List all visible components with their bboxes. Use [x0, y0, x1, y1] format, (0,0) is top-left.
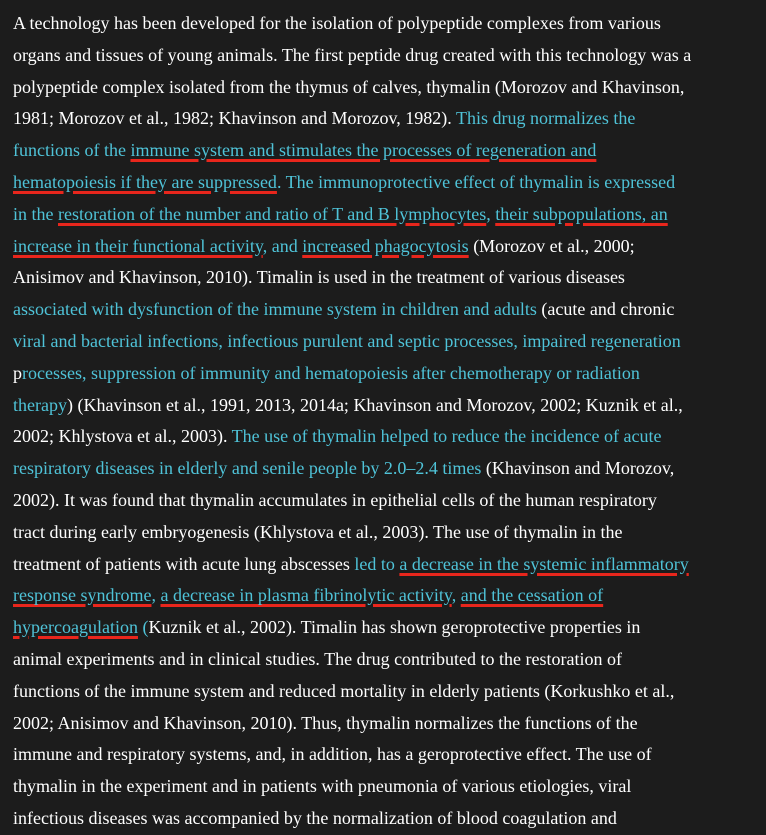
underlined-highlighted-text: a decrease in the systemic inflammatory: [399, 553, 689, 574]
highlighted-text: viral and bacterial infections, infectious purulent and septic processes, impaired regeneration: [13, 330, 681, 351]
underlined-highlighted-text: increased phagocytosis: [302, 235, 469, 256]
text-segment: 2002; Khlystova et al., 2003).: [13, 426, 232, 447]
text-segment: (acute and chronic: [536, 299, 675, 320]
text-line: [13, 8, 758, 40]
text-line: [13, 199, 758, 231]
text-segment: 1981; Morozov et al., 1982; Khavinson and Morozov, 1982).: [13, 108, 456, 129]
text-line: [13, 708, 758, 740]
highlighted-text: ,: [486, 203, 496, 224]
text-line: [13, 40, 758, 72]
text-line: [13, 453, 758, 485]
underlined-highlighted-text: hypercoagulation: [13, 617, 138, 638]
text-segment: thymalin in the experiment and in patients with pneumonia of various etiologies, viral: [13, 776, 632, 797]
highlighted-text: led to: [354, 553, 400, 574]
underlined-highlighted-text: response syndrome: [13, 585, 152, 606]
underlined-highlighted-text: increase in their functional activity: [13, 235, 263, 256]
text-segment: tract during early embryogenesis (Khlystova et al., 2003). The use of thymalin in the: [13, 521, 623, 542]
text-segment: infectious diseases was accompanied by the normalization of blood coagulation and: [13, 807, 617, 828]
text-line: [13, 676, 758, 708]
text-line: [13, 262, 758, 294]
text-segment: Kuznik et al., 2002). Timalin has shown geroprotective properties in: [148, 617, 641, 638]
text-line: [13, 549, 758, 581]
text-segment: 2002). It was found that thymalin accumulates in epithelial cells of the human respiratory: [13, 489, 657, 510]
text-line: [13, 326, 758, 358]
text-segment: polypeptide complex isolated from the thymus of calves, thymalin (Morozov and Khavinson,: [13, 76, 685, 97]
underlined-highlighted-text: hematopoiesis if they are suppressed: [13, 171, 277, 192]
underlined-highlighted-text: their subpopulations, an: [495, 203, 668, 224]
text-line: [13, 517, 758, 549]
highlighted-text: The use of thymalin helped to reduce the incidence of acute: [231, 426, 662, 447]
highlighted-text: functions of the: [13, 140, 131, 161]
highlighted-text: , and: [262, 235, 303, 256]
text-line: [13, 644, 758, 676]
highlighted-text: ,: [451, 585, 461, 606]
text-segment: functions of the immune system and reduced mortality in elderly patients (Korkushko et al.,: [13, 680, 675, 701]
text-line: [13, 72, 758, 104]
text-line: [13, 294, 758, 326]
text-segment: treatment of patients with acute lung abscesses: [13, 553, 355, 574]
text-segment: organs and tissues of young animals. The first peptide drug created with this technology was a: [13, 44, 692, 65]
text-segment: (Khavinson and Morozov,: [481, 458, 675, 479]
text-segment: immune and respiratory systems, and, in addition, has a geroprotective effect. The use of: [13, 744, 652, 765]
text-line: [13, 485, 758, 517]
text-segment: A technology has been developed for the isolation of polypeptide complexes from various: [13, 13, 661, 33]
text-segment: 2002; Anisimov and Khavinson, 2010). Thus, thymalin normalizes the functions of the: [13, 712, 638, 733]
text-line: [13, 167, 758, 199]
highlighted-text: ,: [151, 585, 161, 606]
text-line: [13, 612, 758, 644]
text-line: [13, 803, 758, 835]
underlined-highlighted-text: immune system and stimulates the processes of regeneration and: [130, 140, 597, 161]
highlighted-text: in the: [13, 203, 58, 224]
text-line: [13, 390, 758, 422]
text-segment: animal experiments and in clinical studies. The drug contributed to the restoration of: [13, 648, 623, 669]
highlighted-text: associated with dysfunction of the immune system in children and adults: [13, 299, 537, 320]
text-segment: Anisimov and Khavinson, 2010). Timalin is used in the treatment of various diseases: [13, 267, 625, 288]
text-segment: ) (Khavinson et al., 1991, 2013, 2014a; Khavinson and Morozov, 2002; Kuznik et al.,: [66, 394, 683, 415]
text-segment: (Morozov et al., 2000;: [468, 235, 635, 256]
highlighted-text: therapy: [13, 394, 67, 415]
highlighted-text: (: [137, 617, 149, 638]
highlighted-text: respiratory diseases in elderly and senile people by 2.0–2.4 times: [13, 458, 482, 479]
underlined-highlighted-text: restoration of the number and ratio of T and B lymphocytes: [58, 203, 487, 224]
text-line: [13, 580, 758, 612]
highlighted-text: This drug normalizes the: [455, 108, 636, 129]
text-line: [13, 231, 758, 263]
text-line: [13, 103, 758, 135]
text-segment: p: [13, 362, 22, 383]
text-line: [13, 135, 758, 167]
document-body: [13, 8, 758, 835]
underlined-highlighted-text: a decrease in plasma fibrinolytic activity: [160, 585, 452, 606]
highlighted-text: rocesses, suppression of immunity and hematopoiesis after chemotherapy or radiation: [22, 362, 640, 383]
highlighted-text: . The immunoprotective effect of thymalin is expressed: [276, 171, 676, 192]
text-line: [13, 739, 758, 771]
underlined-highlighted-text: and the cessation of: [460, 585, 604, 606]
text-line: [13, 771, 758, 803]
text-line: [13, 421, 758, 453]
text-line: [13, 358, 758, 390]
